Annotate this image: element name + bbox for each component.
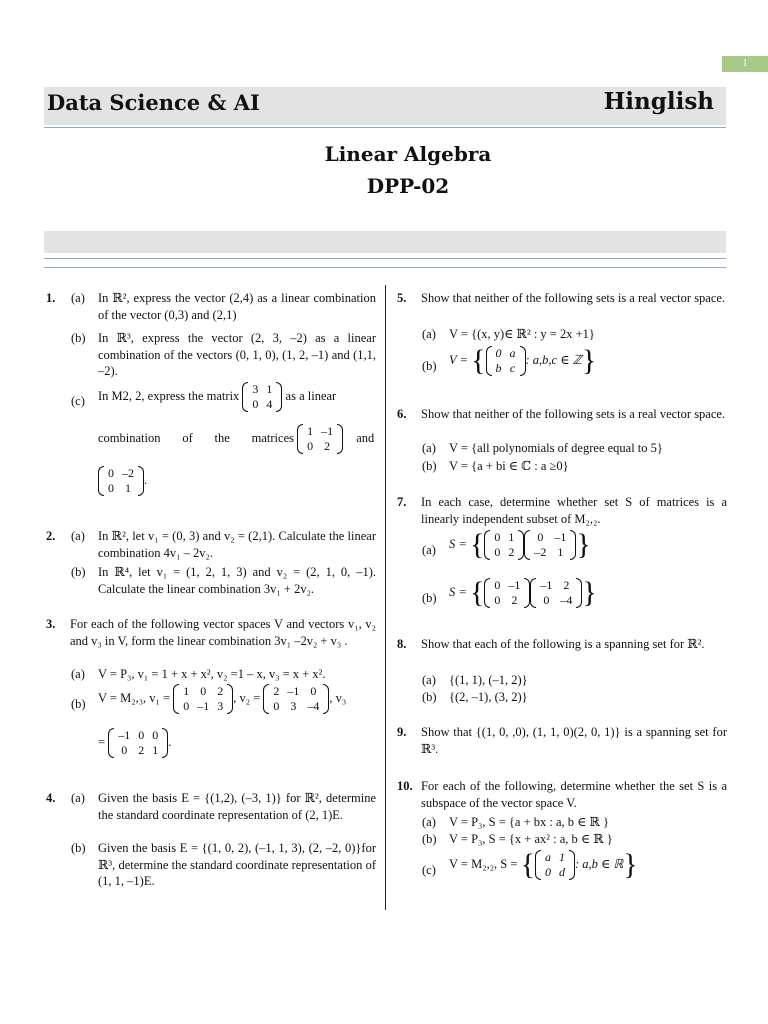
band-rule-2 [44,267,726,268]
part-text: : a,b,c ∈ ℤ [525,352,582,367]
q1-part-c [71,382,376,422]
question-number: 7. [397,495,407,509]
part-text: V = {(x, y)∈ ℝ² : y = 2x +1} [449,327,595,341]
matrix-b2: –1 2 0 –4 [530,578,582,608]
part-text: , v₂ = [233,690,261,705]
part-text: S = [449,536,467,551]
part-text: , v₃ [329,690,347,705]
question-text: Show that {(1, 0, ,0), (1, 1, 0)(2, 0, 1)} is a spanning set for ℝ³. [421,725,727,756]
question-text: Show that neither of the following sets is a real vector space. [421,407,726,421]
part-text: V = {a + bi ∈ ℂ : a ≥0} [449,459,569,473]
grey-band [44,231,726,253]
part-label: (b) [422,459,437,473]
part-label: (a) [422,815,436,829]
language-label: Hinglish [603,88,714,115]
part-label: (c) [71,394,85,408]
matrix-v3: –1 0 0 0 2 1 [108,728,168,758]
q10-part-c: (c) V = M₂,₂, S = { a 1 0 d : a,b ∈ ℝ} [422,848,638,881]
matrix-b1: 0 –1 0 2 [484,578,530,608]
part-label: (a) [422,441,436,455]
part-label: (b) [422,359,437,373]
matrix-a1: 0 1 0 2 [484,530,524,560]
part-label: (b) [422,832,437,846]
matrix-b: 1 –1 0 2 [297,424,343,454]
part-label: (a) [71,529,85,543]
q3-part-b-line2: = –1 0 0 0 2 1 . [98,728,172,757]
header-rule [44,127,726,128]
part-text: S = [449,584,467,599]
q7-part-b: (b) S = { 0 –1 0 2 –1 2 0 –4 } [422,576,597,609]
part-text: Given the basis E = {(1, 0, 2), (–1, 1, 3), (2, –2, 0)}for ℝ³, determine the standard coordinate representation of (1, 1, –1)E. [98,841,376,888]
part-label: (c) [422,863,436,877]
part-label: (a) [422,327,436,341]
matrix-c: 0 –2 0 1 [98,466,144,496]
question-text: For each of the following vector spaces V and vectors v₁, v₂ and v₃ in V, form the linear combination 3v₁ –2v₂ + v₃ . [70,617,376,648]
part-text: In ℝ⁴, let v₁ = (1, 2, 1, 3) and v₂ = (2, 1, 0, –1). Calculate the linear combination 3v₁ + 2v₂. [98,565,376,596]
part-text: In M2, 2, express the matrix [98,388,240,403]
part-label: (b) [71,697,86,711]
question-number: 3. [46,617,56,631]
q1-part-c-line2 [98,424,376,454]
part-label: (a) [422,543,436,557]
question-text: Show that each of the following is a spanning set for ℝ². [421,637,705,651]
part-text: : a,b ∈ ℝ [574,856,624,871]
part-text: {(2, –1), (3, 2)} [449,690,528,704]
question-number: 5. [397,291,407,305]
part-text: {(1, 1), (–1, 2)} [449,673,528,687]
part-label: (b) [71,841,86,855]
question-number: 6. [397,407,407,421]
part-text: V = M₂,₂, S = [449,856,518,871]
q5-part-b: (b) V = { 0 a b c : a,b,c ∈ ℤ} [422,344,597,377]
part-label: (b) [422,591,437,605]
part-text: In ℝ², let v₁ = (0, 3) and v₂ = (2,1). Calculate the linear combination 4v₁ – 2v₂. [98,529,376,560]
question-number: 8. [397,637,407,651]
part-text: and [356,430,375,445]
part-text: V = {all polynomials of degree equal to 5} [449,441,663,455]
part-text: V = P₃, S = {a + bx : a, b ∈ ℝ } [449,815,610,829]
matrix: 0 a b c [486,346,526,376]
document-title: Linear Algebra [324,142,492,166]
document-subtitle: DPP-02 [366,174,450,198]
part-text: V = [449,352,468,367]
question-number: 1. [46,291,56,305]
band-rule [44,258,726,259]
question-number: 10. [397,779,413,793]
column-divider [385,285,386,910]
part-text: In ℝ³, express the vector (2, 3, –2) as a linear combination of the vectors (0, 1, 0), (1, 2, –1) and (1,1, –2). [98,331,376,378]
part-text: V = P₃, S = {x + ax² : a, b ∈ ℝ } [449,832,613,846]
part-text: = [98,734,106,749]
part-label: (a) [71,791,85,805]
part-label: (a) [71,667,85,681]
part-text: combination of the matrices [98,430,294,445]
part-text: Given the basis E = {(1,2), (–3, 1)} for ℝ², determine the standard coordinate representation of (2, 1)E. [98,791,376,822]
matrix-v2: 2 –1 0 0 3 –4 [263,684,329,714]
part-label: (b) [422,690,437,704]
question-text: For each of the following, determine whether the set S is a subspace of the vector space V. [421,779,727,810]
part-text: V = M₂,₃, v₁ = [98,690,171,705]
q1-part-c-line3: 0 –2 0 1 . [98,466,147,496]
part-label: (a) [71,291,85,305]
matrix-a2: 0 –1 –2 1 [524,530,576,560]
part-label: (a) [422,673,436,687]
matrix-a: 3 1 0 4 [242,382,282,412]
question-text: In each case, determine whether set S of matrices is a linearly independent subset of M₂,₂. [421,495,727,526]
part-text: In ℝ², express the vector (2,4) as a linear combination of the vector (0,3) and (2,1) [98,291,376,322]
part-text: as a linear [285,388,337,403]
question-text: Show that neither of the following sets is a real vector space. [421,291,726,305]
matrix-v1: 1 0 2 0 –1 3 [173,684,233,714]
page-number: 1 [722,56,768,72]
matrix: a 1 0 d [535,850,575,880]
subject-title: Data Science & AI [47,90,260,115]
part-label: (b) [71,565,86,579]
question-number: 4. [46,791,56,805]
q3-part-b [71,684,376,724]
question-number: 2. [46,529,56,543]
question-number: 9. [397,725,407,739]
part-text: V = P₃, v₁ = 1 + x + x², v₂ =1 – x, v₃ = x + x². [98,667,326,681]
q7-part-a: (a) S = { 0 1 0 2 0 –1 –2 1 } [422,528,591,561]
header-bar [44,87,726,125]
part-label: (b) [71,331,86,345]
